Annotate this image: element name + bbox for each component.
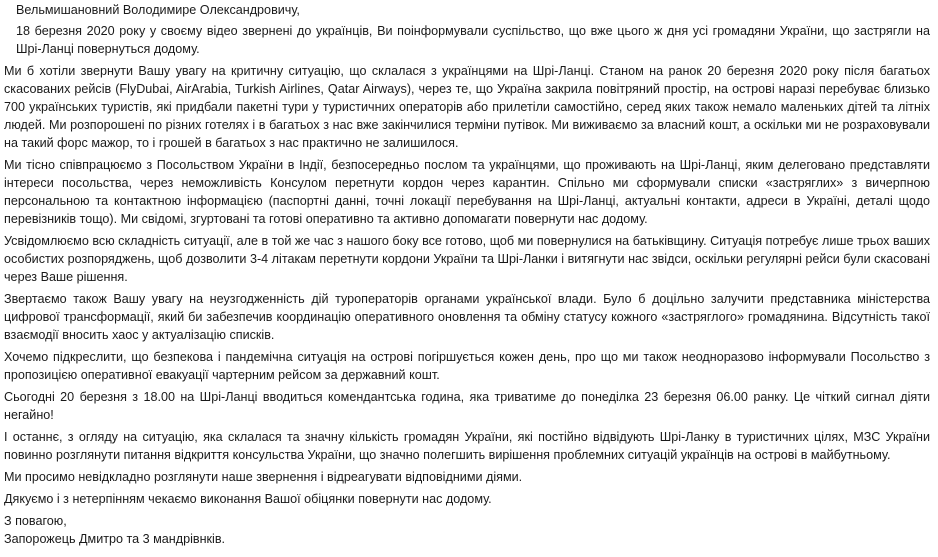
letter-greeting: Вельмишановний Володимире Олександровичу, (16, 3, 300, 17)
paragraph-security-situation: Хочемо підкреслити, що безпекова і пандемічна ситуація на острові погіршується кожен день, про що ми також неодноразово інформували Посольство з пропозицією оперативної евакуації чартерним рейсом за державний кошт. (4, 350, 930, 382)
paragraph-critical-situation: Ми б хотіли звернути Вашу увагу на критичну ситуацію, що склалася з українцями на Шрі-Ланці. Станом на ранок 20 березня 2020 року після багатьох скасованих рейсів (FlyDubai, AirArabia, Turkish Airlines, Qatar Airways), через те, що Україна закрила повітряний простір, на острові наразі перебуває близько 700 українських туристів, які придбали пакетні тури у туристичних операторів або прилетіли самостійно, серед яких також немало маленьких дітей та літніх людей. Ми розпорошені по різних готелях і в багатьох з нас вже закінчилися терміни путівок. Ми виживаємо за власний кошт, а оскільки ми не розраховували на такий форс мажор, то і грошей в багатьох з нас практично не залишилося. (4, 64, 930, 150)
paragraph-request-orders: Усвідомлюємо всю складність ситуації, але в той же час з нашого боку все готово, щоб ми повернулися на батьківщину. Ситуація потребує лише трьох ваших особистих розпоряджень, щоб дозволити 3-4 літакам перетнути кордони України та Шрі-Ланки і витягнути нас звідси, оскільки регулярні рейси були скасовані через Ваше рішення. (4, 234, 930, 284)
paragraph-embassy-cooperation: Ми тісно співпрацюємо з Посольством України в Індії, безпосередньо послом та українцями, що проживають на Шрі-Ланці, яким делеговано представляти інтереси посольства, через неможливість Консулом перетнути кордон через карантин. Спільно ми сформували списки «застряглих» з вичерпною персональною та контактною інформацією (паспортні данні, точні локації перебування на Шрі-Ланці, актуальні контакти, адреси в Україні, деталі щодо перевізників тощо). Ми свідомі, згуртовані та готові оперативно та активно допомагати повернути нас додому. (4, 158, 930, 226)
paragraph-curfew: Сьогодні 20 березня з 18.00 на Шрі-Ланці вводиться комендантська година, яка триватиме до понеділка 23 березня 06.00 ранку. Це чіткий сигнал діяти негайно! (4, 390, 930, 422)
paragraph-consulate: І останнє, з огляду на ситуацію, яка склалася та значну кількість громадян України, які постійно відвідують Шрі-Ланку в туристичних цілях, МЗС України повинно розглянути питання відкриття консульства України, що значно полегшить вирішення проблемних ситуацій українців на острові в майбутньому. (4, 430, 930, 462)
letter-signature: Запорожець Дмитро та 3 мандрівнків. (4, 532, 226, 546)
paragraph-thanks: Дякуємо і з нетерпінням чекаємо виконання Вашої обіцянки повернути нас додому. (4, 492, 492, 506)
letter-closing: З повагою, (4, 514, 67, 528)
paragraph-announcement: 18 березня 2020 року у своєму відео звернені до українців, Ви поінформували суспільство, що вже цього ж дня усі громадяни України, що застрягли на Шрі-Ланці повернуться додому. (16, 24, 930, 56)
paragraph-urgent-request: Ми просимо невідкладно розглянути наше звернення і відреагувати відповідними діями. (4, 470, 523, 484)
paragraph-tour-operators: Звертаємо також Вашу увагу на неузгодженність дій туроператорів органами української влади. Було б доцільно залучити представника міністерства цифрової трансформації, який би забезпечив координацію оперативного оновлення та обміну статусу кожного «застряглого» громадянина. Відсутність такої взаємодії вносить хаос у актуалізацію списків. (4, 292, 930, 342)
